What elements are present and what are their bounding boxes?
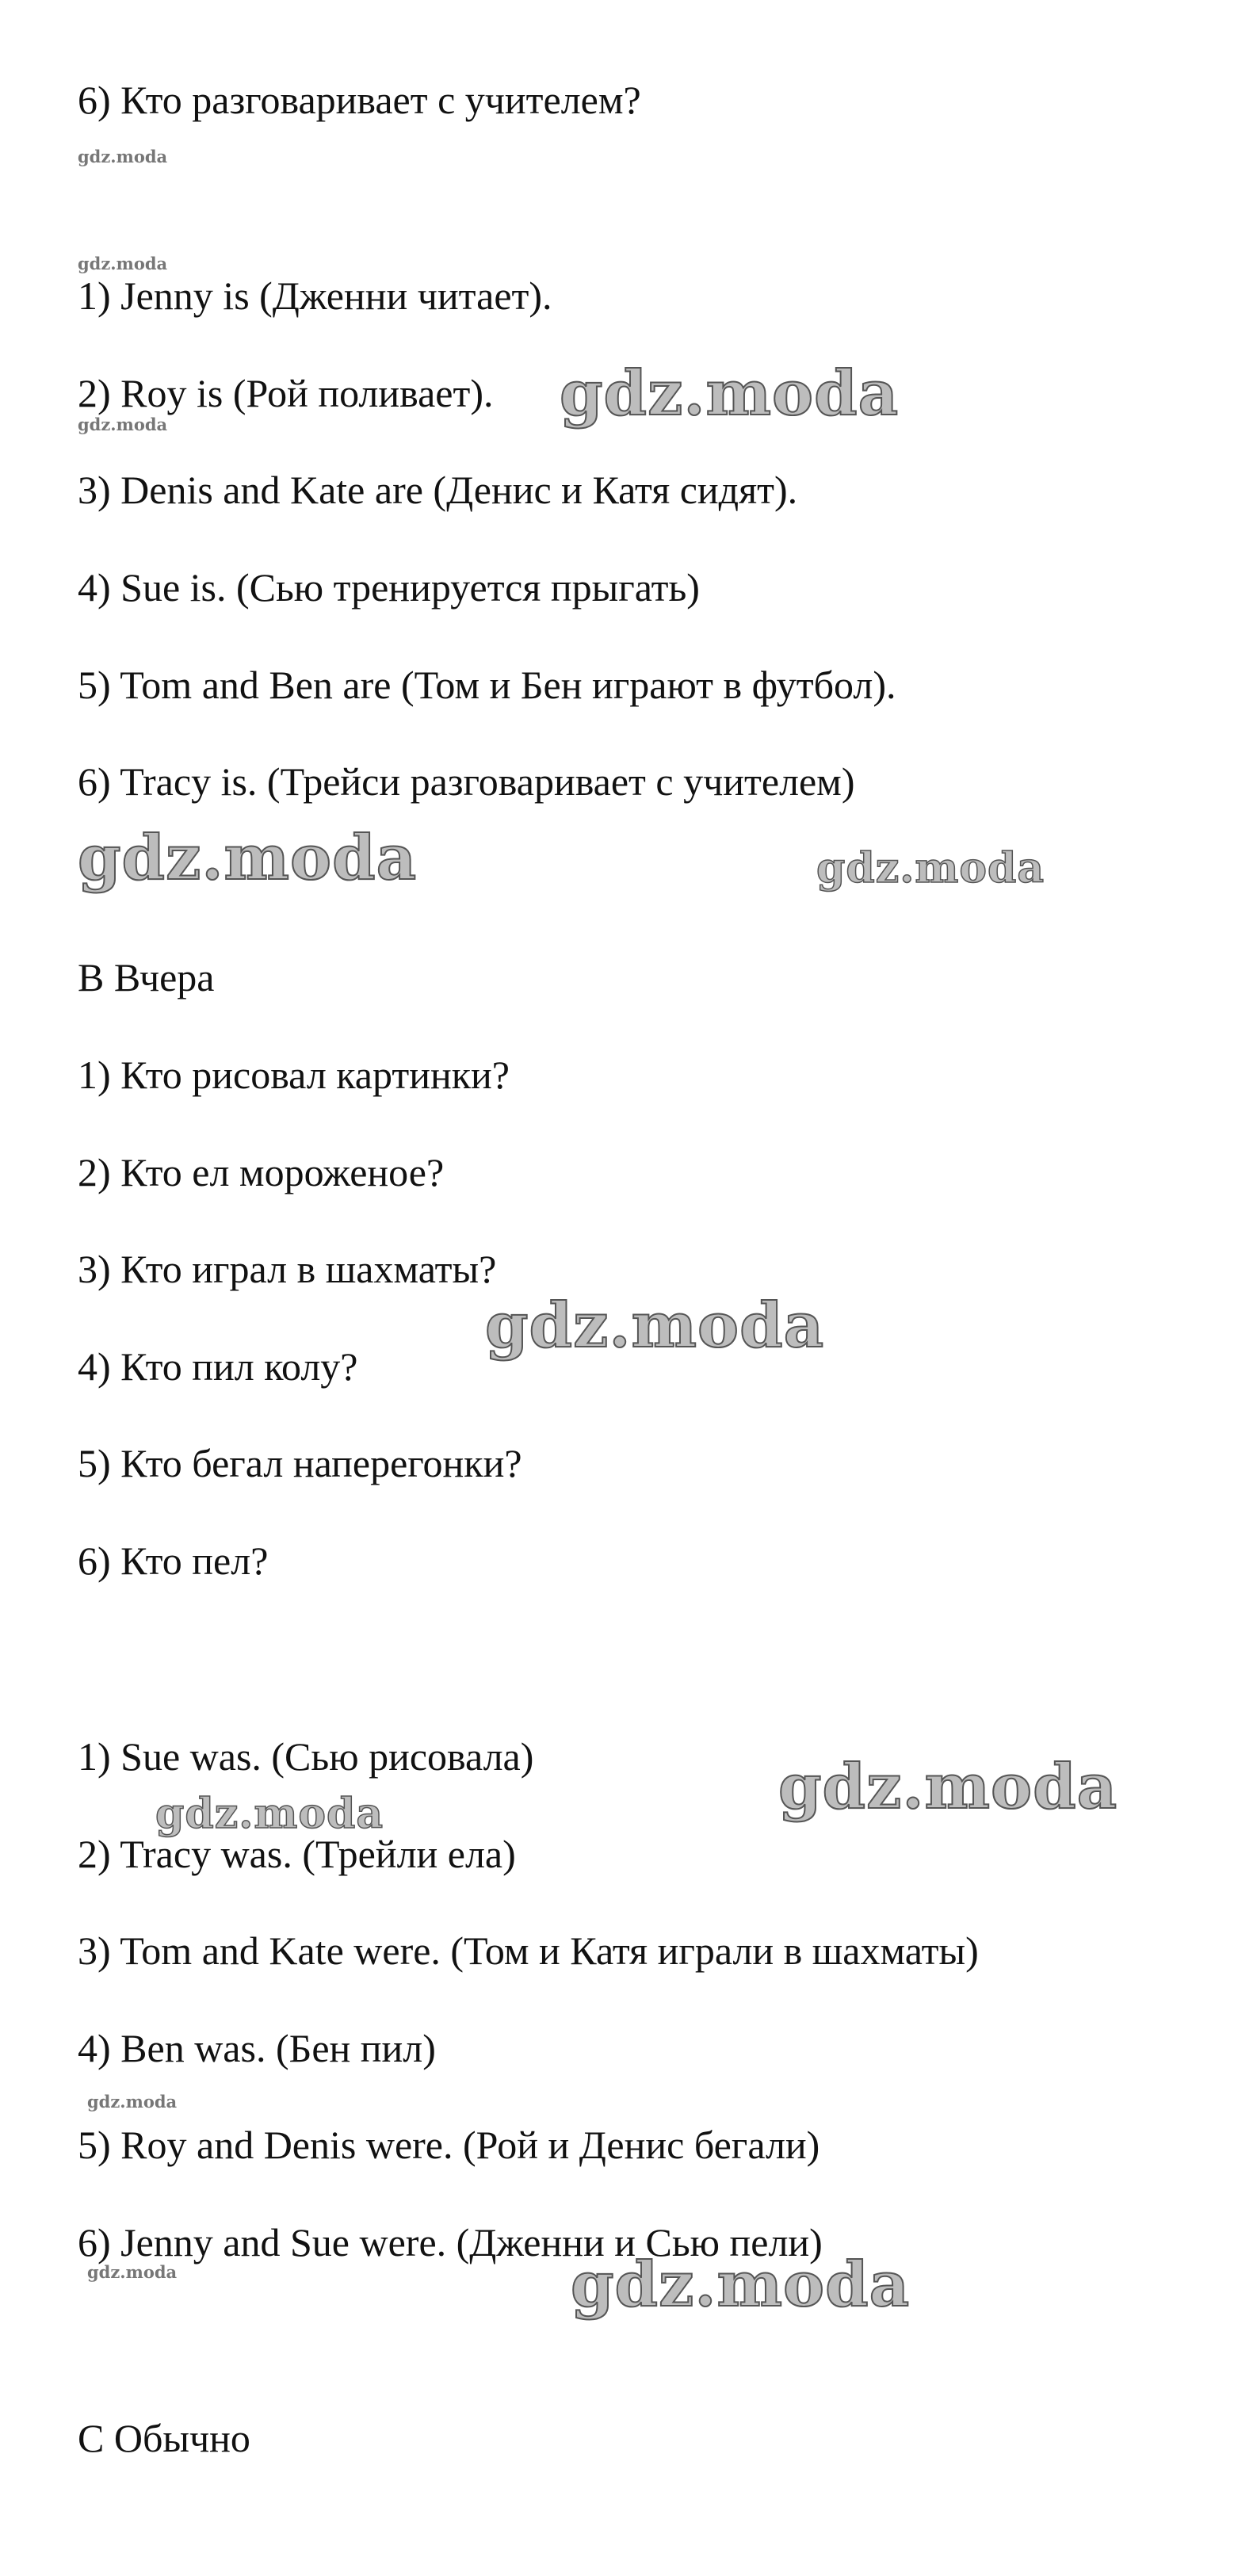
today-answer-3: 3) Denis and Kate are (Денис и Катя сидят).	[78, 468, 798, 512]
yesterday-answer-4: 4) Ben was. (Бен пил)	[78, 2026, 436, 2070]
section-heading-yesterday: B Вчера	[78, 955, 215, 999]
today-answer-6: 6) Tracy is. (Трейси разговаривает с учителем)	[78, 759, 855, 804]
yesterday-answer-3: 3) Tom and Kate were. (Том и Катя играли в шахматы)	[78, 1928, 979, 1973]
watermark: gdz.moda	[78, 415, 168, 434]
today-answer-4: 4) Sue is. (Сью тренируется прыгать)	[78, 565, 700, 610]
watermark: gdz.moda	[87, 2262, 178, 2282]
section-heading-usually: C Обычно	[78, 2416, 250, 2460]
watermark: gdz.moda	[78, 254, 168, 273]
watermark: gdz.moda	[816, 844, 1045, 892]
yesterday-question-1: 1) Кто рисовал картинки?	[78, 1053, 510, 1097]
question-6-today: 6) Кто разговаривает с учителем?	[78, 78, 641, 122]
yesterday-answer-2: 2) Tracy was. (Трейли ела)	[78, 1832, 516, 1876]
watermark: gdz.moda	[78, 822, 418, 894]
watermark: gdz.moda	[87, 2092, 178, 2112]
yesterday-question-4: 4) Кто пил колу?	[78, 1344, 358, 1389]
yesterday-answer-6: 6) Jenny and Sue were. (Дженни и Сью пели)	[78, 2220, 823, 2265]
watermark: gdz.moda	[571, 2249, 911, 2321]
yesterday-answer-5: 5) Roy and Denis were. (Рой и Денис бегали)	[78, 2123, 820, 2167]
yesterday-question-2: 2) Кто ел мороженое?	[78, 1150, 445, 1194]
today-answer-5: 5) Tom and Ben are (Том и Бен играют в футбол).	[78, 663, 896, 707]
watermark: gdz.moda	[560, 357, 900, 430]
yesterday-question-3: 3) Кто играл в шахматы?	[78, 1247, 497, 1291]
watermark: gdz.moda	[155, 1790, 384, 1838]
watermark: gdz.moda	[778, 1751, 1118, 1823]
yesterday-question-6: 6) Кто пел?	[78, 1538, 269, 1583]
watermark: gdz.moda	[485, 1290, 825, 1362]
watermark: gdz.moda	[78, 147, 168, 166]
today-answer-2: 2) Roy is (Рой поливает).	[78, 371, 494, 415]
yesterday-answer-1: 1) Sue was. (Сью рисовала)	[78, 1734, 534, 1779]
yesterday-question-5: 5) Кто бегал наперегонки?	[78, 1441, 522, 1485]
today-answer-1: 1) Jenny is (Дженни читает).	[78, 273, 552, 318]
